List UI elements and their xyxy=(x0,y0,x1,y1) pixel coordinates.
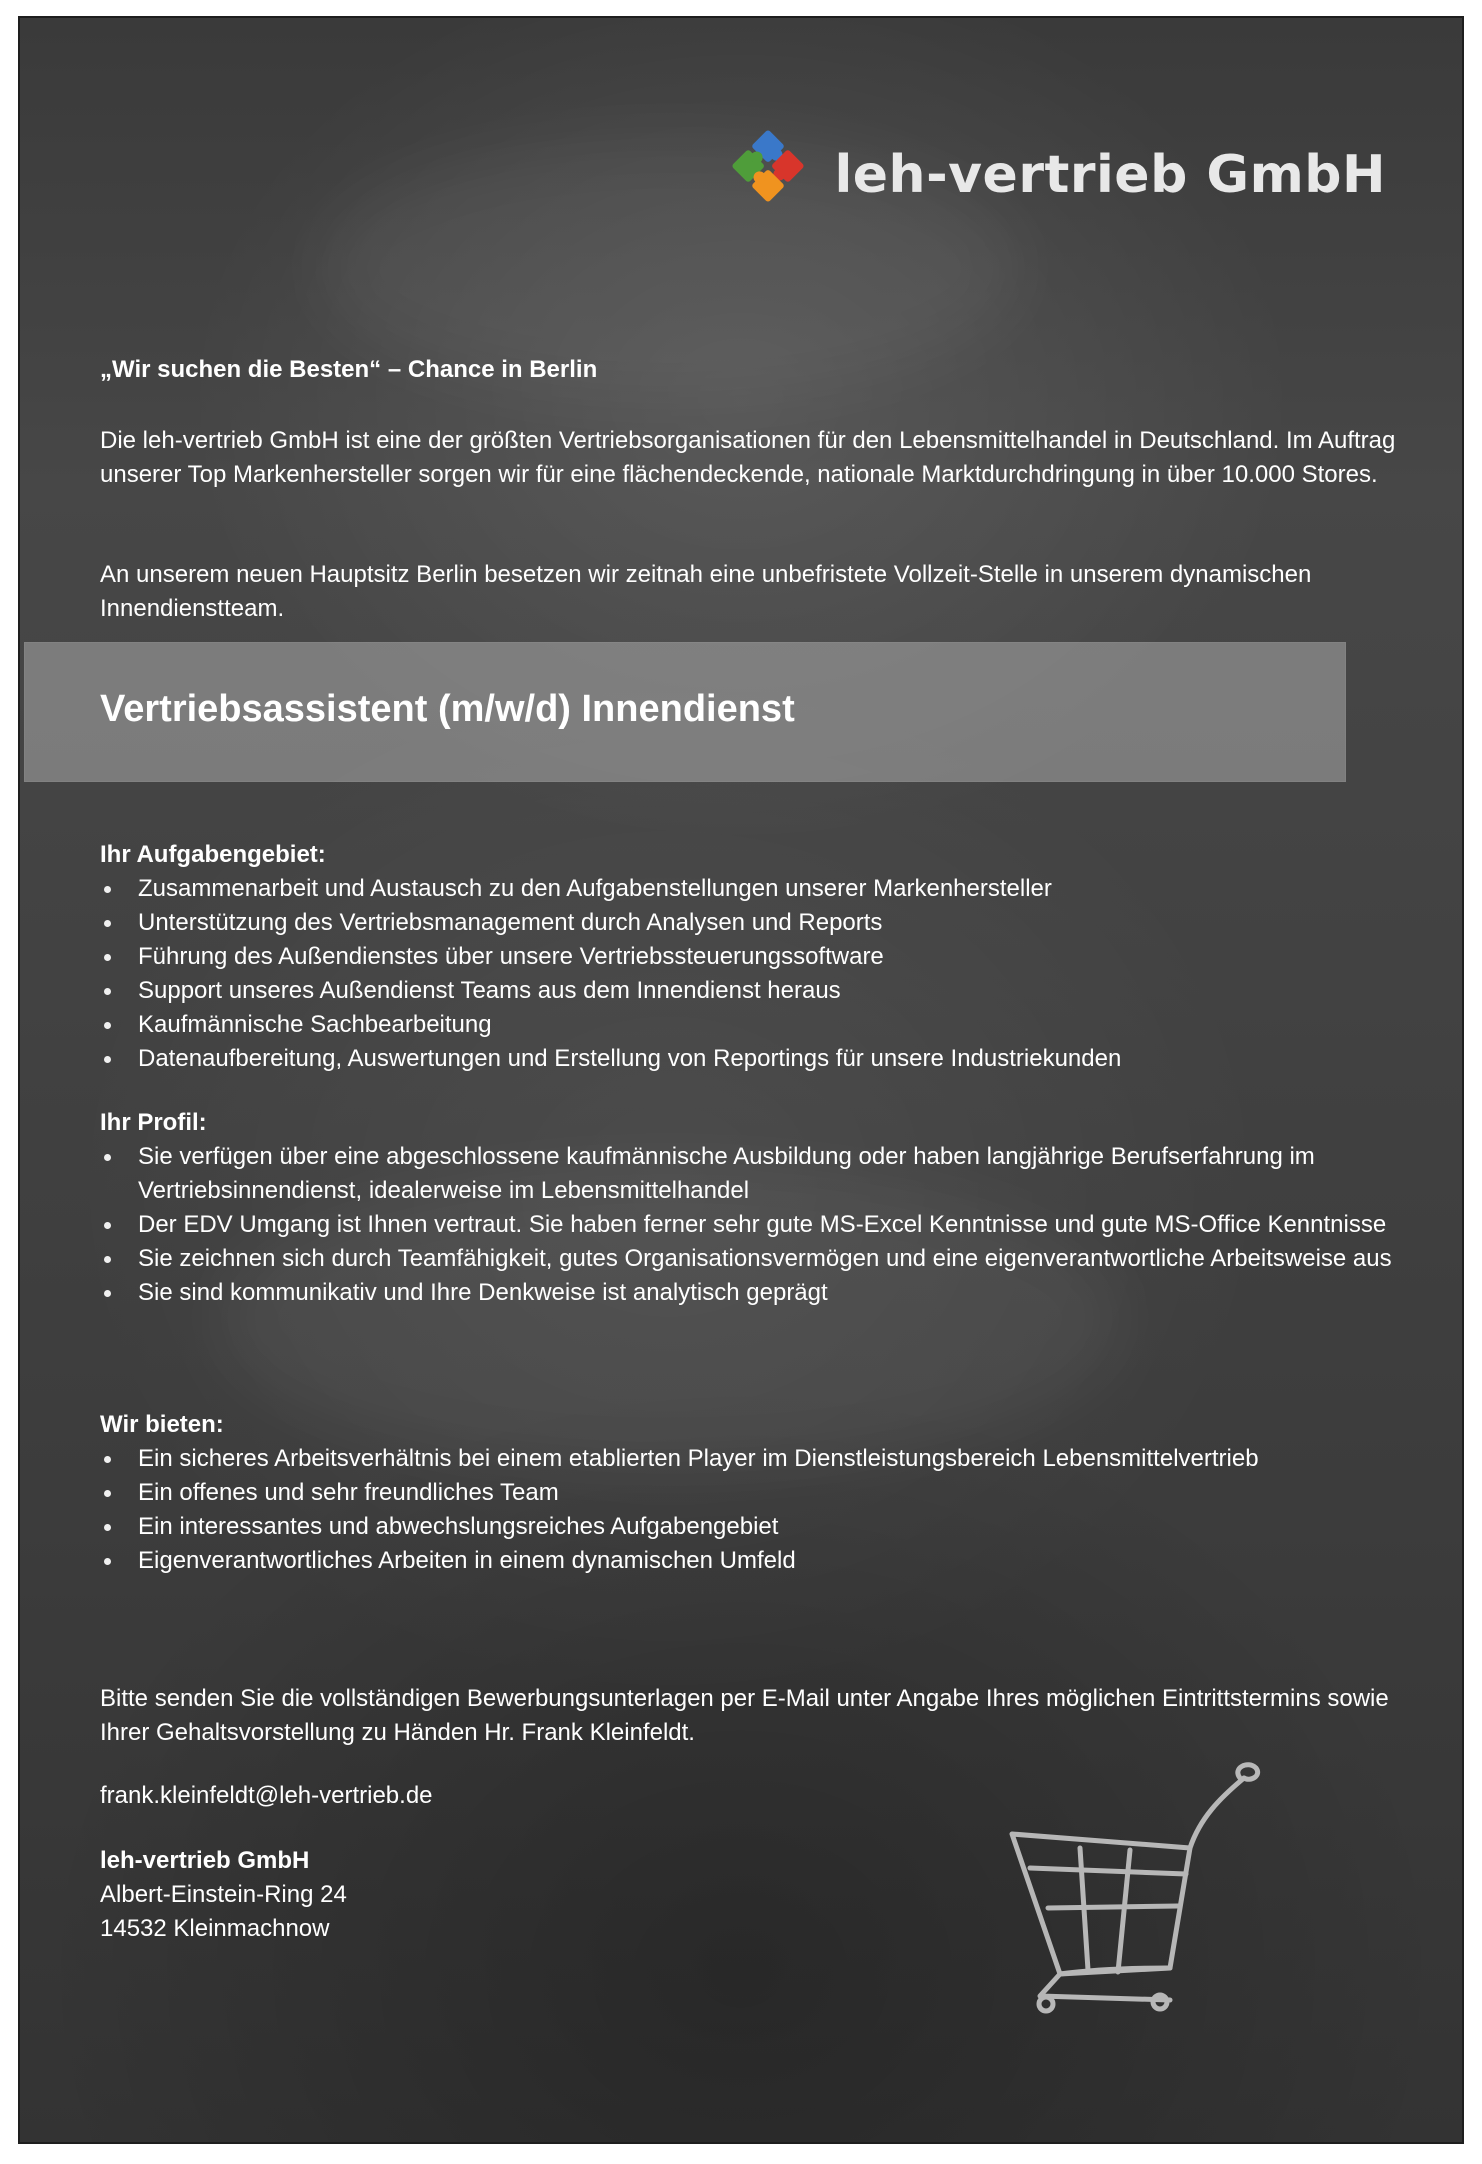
tasks-heading: Ihr Aufgabengebiet: xyxy=(100,841,326,868)
list-item: Datenaufbereitung, Auswertungen und Erstellung von Reportings für unsere Industriekunden xyxy=(100,1042,1420,1076)
list-item: Sie verfügen über eine abgeschlossene kaufmännische Ausbildung oder haben langjährige Berufserfahrung im Vertriebsinnendienst, idealerweise im Lebensmittelhandel xyxy=(100,1140,1420,1208)
list-item: Kaufmännische Sachbearbeitung xyxy=(100,1008,1420,1042)
offer-section xyxy=(100,1408,1420,1578)
list-item: Support unseres Außendienst Teams aus dem Innendienst heraus xyxy=(100,974,1420,1008)
list-item: Ein offenes und sehr freundliches Team xyxy=(100,1476,1420,1510)
address-street: Albert-Einstein-Ring 24 xyxy=(100,1881,347,1908)
job-ad-poster xyxy=(18,16,1464,2144)
list-item: Eigenverantwortliches Arbeiten in einem dynamischen Umfeld xyxy=(100,1544,1420,1578)
offer-list xyxy=(100,1442,1420,1578)
offer-heading: Wir bieten: xyxy=(100,1411,224,1438)
company-address xyxy=(100,1844,347,1946)
company-logo xyxy=(716,114,1386,218)
address-city: 14532 Kleinmachnow xyxy=(100,1915,330,1942)
list-item: Führung des Außendienstes über unsere Vertriebssteuerungssoftware xyxy=(100,940,1420,974)
address-company: leh-vertrieb GmbH xyxy=(100,1847,310,1874)
job-title: Vertriebsassistent (m/w/d) Innendienst xyxy=(100,688,795,730)
list-item: Zusammenarbeit und Austausch zu den Aufgabenstellungen unserer Markenhersteller xyxy=(100,872,1420,906)
list-item: Sie sind kommunikativ und Ihre Denkweise ist analytisch geprägt xyxy=(100,1276,1420,1310)
tasks-section xyxy=(100,838,1420,1076)
list-item: Der EDV Umgang ist Ihnen vertraut. Sie haben ferner sehr gute MS-Excel Kenntnisse und gute MS-Office Kenntnisse xyxy=(100,1208,1420,1242)
contact-email[interactable]: frank.kleinfeldt@leh-vertrieb.de xyxy=(100,1782,433,1809)
intro-heading: „Wir suchen die Besten“ – Chance in Berlin xyxy=(100,356,598,383)
shopping-cart-chalk-icon xyxy=(1000,1738,1300,2018)
puzzle-logo-icon xyxy=(716,114,820,218)
profile-list xyxy=(100,1140,1420,1310)
intro-paragraph: Die leh-vertrieb GmbH ist eine der größten Vertriebsorganisationen für den Lebensmittelhandel in Deutschland. Im Auftrag unserer Top Markenhersteller sorgen wir für eine flächendeckende, nationale Marktdurchdringung in über 10.000 Stores. xyxy=(100,427,1396,488)
tasks-list xyxy=(100,872,1420,1076)
profile-heading: Ihr Profil: xyxy=(100,1109,207,1136)
job-title-band xyxy=(24,642,1346,782)
closing-paragraph: Bitte senden Sie die vollständigen Bewerbungsunterlagen per E-Mail unter Angabe Ihres möglichen Eintrittstermins sowie Ihrer Gehaltsvorstellung zu Händen Hr. Frank Kleinfeldt. xyxy=(100,1685,1389,1746)
list-item: Unterstützung des Vertriebsmanagement durch Analysen und Reports xyxy=(100,906,1420,940)
profile-section xyxy=(100,1106,1420,1310)
list-item: Ein sicheres Arbeitsverhältnis bei einem etablierten Player im Dienstleistungsbereich Lebensmittelvertrieb xyxy=(100,1442,1420,1476)
intro-paragraph: An unserem neuen Hauptsitz Berlin besetzen wir zeitnah eine unbefristete Vollzeit-Stelle in unserem dynamischen Innendienstteam. xyxy=(100,561,1312,622)
list-item: Sie zeichnen sich durch Teamfähigkeit, gutes Organisationsvermögen und eine eigenverantwortliche Arbeitsweise aus xyxy=(100,1242,1420,1276)
logo-text: leh-vertrieb GmbH xyxy=(834,145,1386,205)
list-item: Ein interessantes und abwechslungsreiches Aufgabengebiet xyxy=(100,1510,1420,1544)
